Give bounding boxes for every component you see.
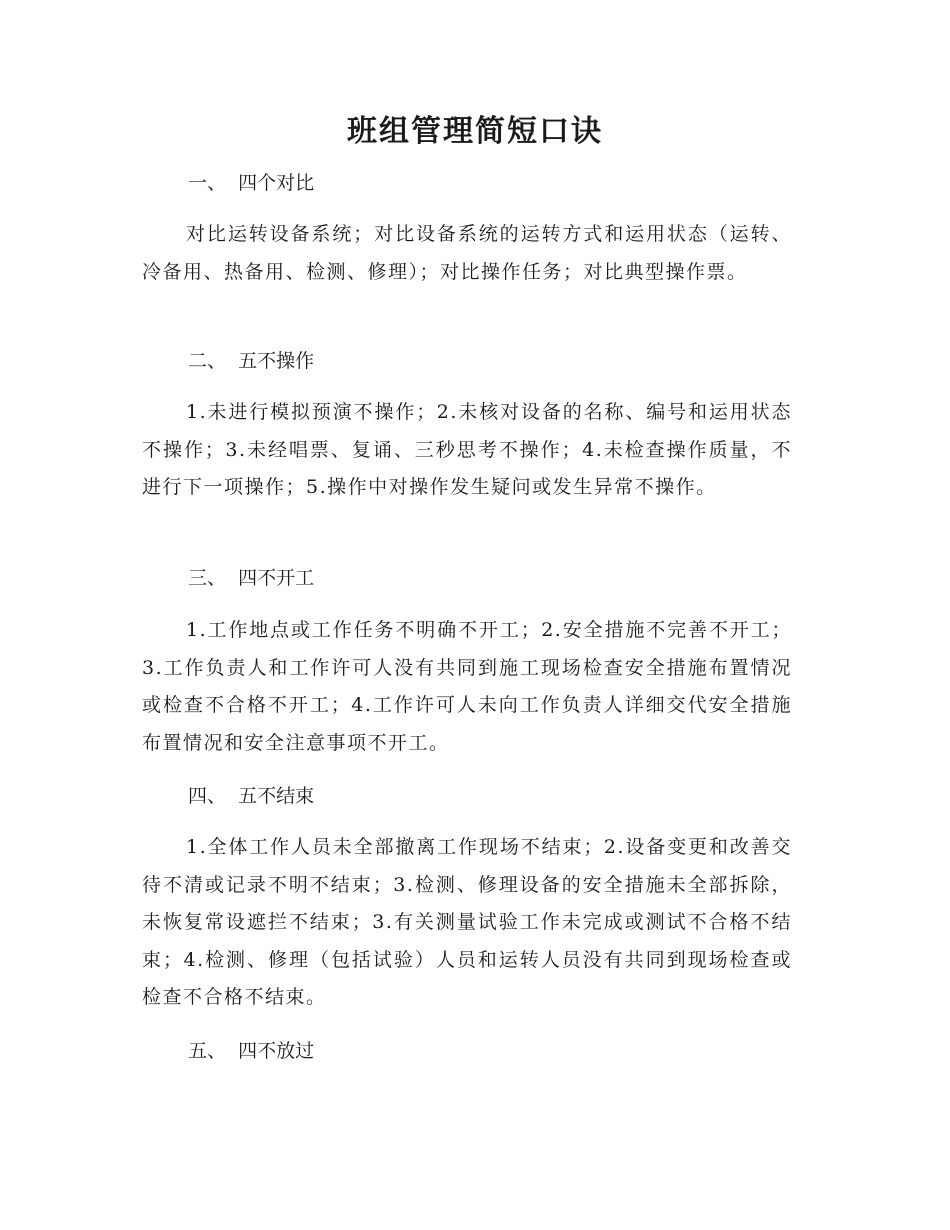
section-5-heading: 五、 四不放过 (188, 1040, 315, 1062)
section-4-body: 1.全体工作人员未全部撤离工作现场不结束；2.设备变更和改善交待不清或记录不明不结束；3.检测、修理设备的安全措施未全部拆除，未恢复常设遮拦不结束；3.有关测量试验工作未完成或测试不合格不结束；4.检测、修理（包括试验）人员和运转人员没有共同到现场检查或检查不合格不结束。 (142, 836, 792, 1008)
section-1-heading: 一、 四个对比 (188, 172, 315, 194)
document-title: 班组管理简短口诀 (347, 114, 603, 149)
section-3-body: 1.工作地点或工作任务不明确不开工；2.安全措施不完善不开工；3.工作负责人和工作许可人没有共同到施工现场检查安全措施布置情况或检查不合格不开工；4.工作许可人未向工作负责人详细交代安全措施布置情况和安全注意事项不开工。 (142, 619, 792, 754)
section-4-heading: 四、 五不结束 (188, 785, 315, 807)
section-1-body: 对比运转设备系统；对比设备系统的运转方式和运用状态（运转、冷备用、热备用、检测、修理）；对比操作任务；对比典型操作票。 (142, 223, 792, 283)
section-2-body: 1.未进行模拟预演不操作；2.未核对设备的名称、编号和运用状态不操作；3.未经唱票、复诵、三秒思考不操作；4.未检查操作质量，不进行下一项操作；5.操作中对操作发生疑问或发生异常不操作。 (142, 401, 792, 498)
section-3-heading: 三、 四不开工 (188, 567, 315, 589)
section-2-heading: 二、 五不操作 (188, 350, 315, 372)
